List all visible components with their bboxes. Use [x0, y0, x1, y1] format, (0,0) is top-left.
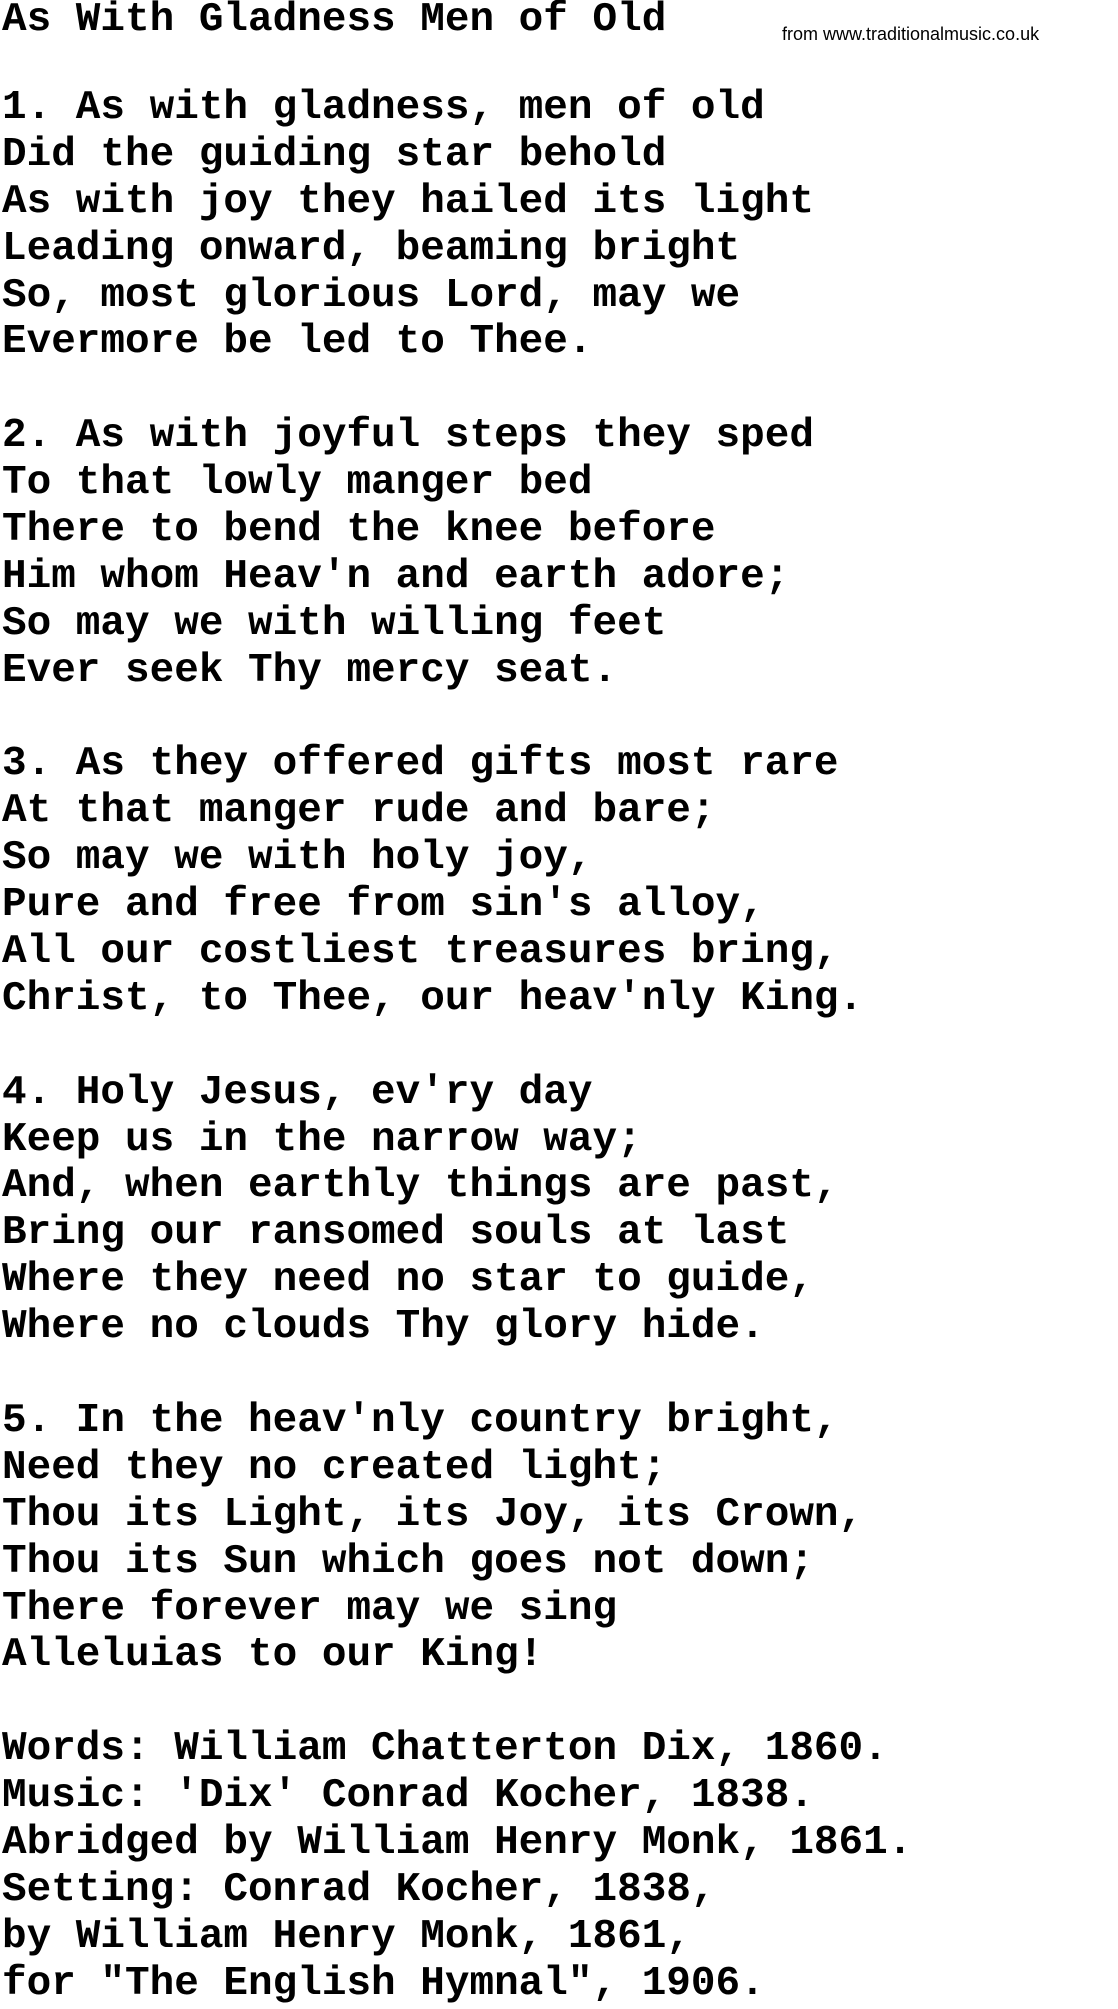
verse-line: As with joy they hailed its light — [2, 178, 814, 225]
verse-line: 3. As they offered gifts most rare — [2, 741, 839, 788]
verse-line: Need they no created light; — [2, 1444, 667, 1491]
verse-line: Pure and free from sin's alloy, — [2, 882, 765, 929]
verse-line: Alleluias to our King! — [2, 1632, 544, 1679]
verse-line: Thou its Light, its Joy, its Crown, — [2, 1491, 864, 1538]
verse-line: Bring our ransomed souls at last — [2, 1210, 790, 1257]
verse-line: So, most glorious Lord, may we — [2, 272, 741, 319]
verse-line: And, when earthly things are past, — [2, 1163, 839, 1210]
verse-line: Thou its Sun which goes not down; — [2, 1538, 814, 1585]
verse-2 — [2, 413, 912, 694]
verse-line: 1. As with gladness, men of old — [2, 85, 765, 131]
verse-1 — [2, 85, 912, 366]
credit-line: Music: 'Dix' Conrad Kocher, 1838. — [2, 1773, 814, 1820]
verse-line: Keep us in the narrow way; — [2, 1116, 642, 1163]
credit-line: Words: William Chatterton Dix, 1860. — [2, 1726, 888, 1773]
verse-4 — [2, 1070, 912, 1351]
hymn-credits — [2, 1726, 912, 2007]
verse-line: Leading onward, beaming bright — [2, 225, 741, 272]
verse-line: 4. Holy Jesus, ev'ry day — [2, 1069, 593, 1116]
verse-3 — [2, 741, 912, 1022]
verse-line: Christ, to Thee, our heav'nly King. — [2, 975, 864, 1022]
verse-line: All our costliest treasures bring, — [2, 929, 839, 976]
verse-line: So may we with holy joy, — [2, 835, 593, 882]
credit-line: for "The English Hymnal", 1906. — [2, 1960, 765, 2007]
verse-line: At that manger rude and bare; — [2, 788, 716, 835]
verse-line: To that lowly manger bed — [2, 460, 593, 507]
credit-line: Abridged by William Henry Monk, 1861. — [2, 1819, 913, 1866]
verse-5 — [2, 1398, 912, 1679]
verse-line: So may we with willing feet — [2, 600, 667, 647]
verse-line: There to bend the knee before — [2, 507, 716, 554]
hymn-title: As With Gladness Men of Old — [2, 0, 667, 43]
verse-line: Evermore be led to Thee. — [2, 319, 593, 366]
verse-line: Him whom Heav'n and earth adore; — [2, 553, 790, 600]
credit-line: Setting: Conrad Kocher, 1838, — [2, 1866, 716, 1913]
verse-line: Did the guiding star behold — [2, 131, 667, 178]
verse-line: 2. As with joyful steps they sped — [2, 413, 814, 460]
verse-line: There forever may we sing — [2, 1585, 618, 1632]
hymn-body — [2, 85, 912, 2008]
verse-line: Where they need no star to guide, — [2, 1257, 814, 1304]
verse-line: Ever seek Thy mercy seat. — [2, 647, 618, 694]
credit-line: by William Henry Monk, 1861, — [2, 1913, 691, 1960]
verse-line: Where no clouds Thy glory hide. — [2, 1304, 765, 1351]
verse-line: 5. In the heav'nly country bright, — [2, 1397, 839, 1444]
source-credit: from www.traditionalmusic.co.uk — [782, 24, 1040, 44]
